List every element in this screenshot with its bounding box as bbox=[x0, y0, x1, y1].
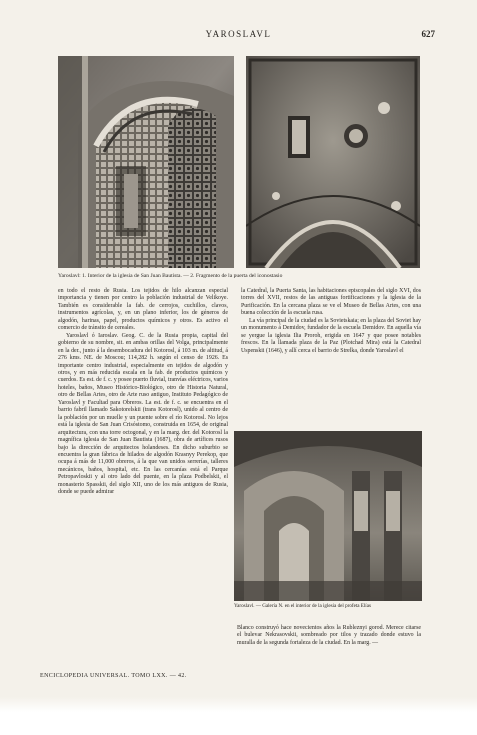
figure-2-photo bbox=[246, 56, 420, 268]
church-interior-arches-photo bbox=[58, 56, 234, 268]
right-paragraph-3: Blanco construyó hace novecientos años la Rubleznyi gorod. Merece citarse el bulevar Nekrasovskii, sombreado por tilos y trazado donde estuvo la muralla de la segunda fortaleza de la ciudad. En la marg. — bbox=[237, 625, 421, 646]
right-column-top bbox=[241, 288, 421, 355]
page-number: 627 bbox=[421, 29, 435, 39]
figure-1-photo bbox=[58, 56, 234, 268]
running-header: YAROSLAVL bbox=[205, 29, 272, 39]
caption-top: Yaroslavl: 1. Interior de la iglesia de San Juan Bautista. — 2. Fragmento de la puerta del iconostasio bbox=[58, 273, 283, 279]
church-gallery-photo bbox=[234, 431, 422, 601]
left-column bbox=[58, 288, 228, 497]
caption-bottom: Yaroslavl. — Galería N. en el interior de la iglesia del profeta Elías bbox=[234, 603, 371, 609]
left-paragraph-2: Yaroslavl ó Iaroslav. Geog. C. de la Rusia propia, capital del gobierno de su nombre, sit. en ambas orillas del Volga, principalmente en la der., junto á la desembocadura del Kotorosl, á 103 m. de altitud, á 276 kms. NE. de Moscou; 114,282 h. según el censo de 1926. Es importante centro industrial, especialmente en tejidos de algodón y otros, y en más reducida escala en la fab. de productos químicos y cuerdos. Es est. de f. c. y posee puerto fluvial, tranvías eléctricos, varios hoteles, baños, Museo Histórico-Biológico, otro de Historia Natural, otro de Bellas Artes, otro de Arte ruso antiguo, Instituto Pedagógico de Yaroslavl y Facultad para Obreros. La est. de f. c. se encuentra en el barrio fabril llamado Sakotorelskii (trans Kotorosl), unido al centro de la población por un muelle y un puente sobre el río Kotorosl. No lejos está la iglesia de San Juan Crisóstomo, construida en 1654, de original arquitectura, con una torre octogonal, y en la marg. der. del Kotorosl la magnífica iglesia de San Juan Bautista (1687), obra de artífices rusos bajo la dirección de arquitectos holandeses. En dicho suburbio se encuentra la gran fábrica de hilados de algodón Krasnyy Perekop, que ocupa á más de 11,000 obreros, á la que van unidos serrerías, talleres mecánicos, baños, hospital, etc. En las cercanías está el Parque Petropavloskii y al otro lado del puente, en la plaza Podbelskii, el monasterio Spasskii, del siglo XII, uno de los más antiguos de Rusia, donde se puede admirar bbox=[58, 332, 228, 496]
church-portal-fragment-photo bbox=[246, 56, 420, 268]
footer: ENCICLOPEDIA UNIVERSAL. TOMO LXX. — 42. bbox=[40, 673, 187, 679]
right-paragraph-2: La vía principal de la ciudad es la Sovietskaia; en la plaza del Soviet hay un monumento á Demidov, fundador de la escuela Demidov. En aquella vía se yergue la iglesia Ilia Proroh, erigida en 1647 y que posee notables frescos. En la llamada plaza de la Paz (Plotchad Mira) está la Catedral Uspenskii (1646), y allí cerca el barrio de Strelka, donde Yaroslavl el bbox=[241, 317, 421, 354]
right-paragraph-1: la Catedral, la Puerta Santa, las habitaciones episcopales del siglo XVI, dos torres del XVII, restos de las antiguas fortificaciones y la iglesia de la Purificación. En la cercana plaza se ve el Museo de Bellas Artes, con una buena colección de la escuela rusa. bbox=[241, 288, 421, 317]
figure-3-photo bbox=[234, 431, 422, 601]
right-column-bottom bbox=[237, 625, 421, 647]
page-margin-bottom bbox=[0, 697, 477, 735]
left-paragraph-1: en todo el resto de Rusia. Los tejidos de hilo alcanzan especial importancia y tienen por centro la población industrial de Velikoye. También es considerable la fab. de cerrojos, cuchillos, clavos, instrumentos agrícolas, y, en un plano inferior, los de géneros de algodón, harinas, papel, productos químicos y otros. Es activo el comercio de tránsito de cereales. bbox=[58, 288, 228, 332]
